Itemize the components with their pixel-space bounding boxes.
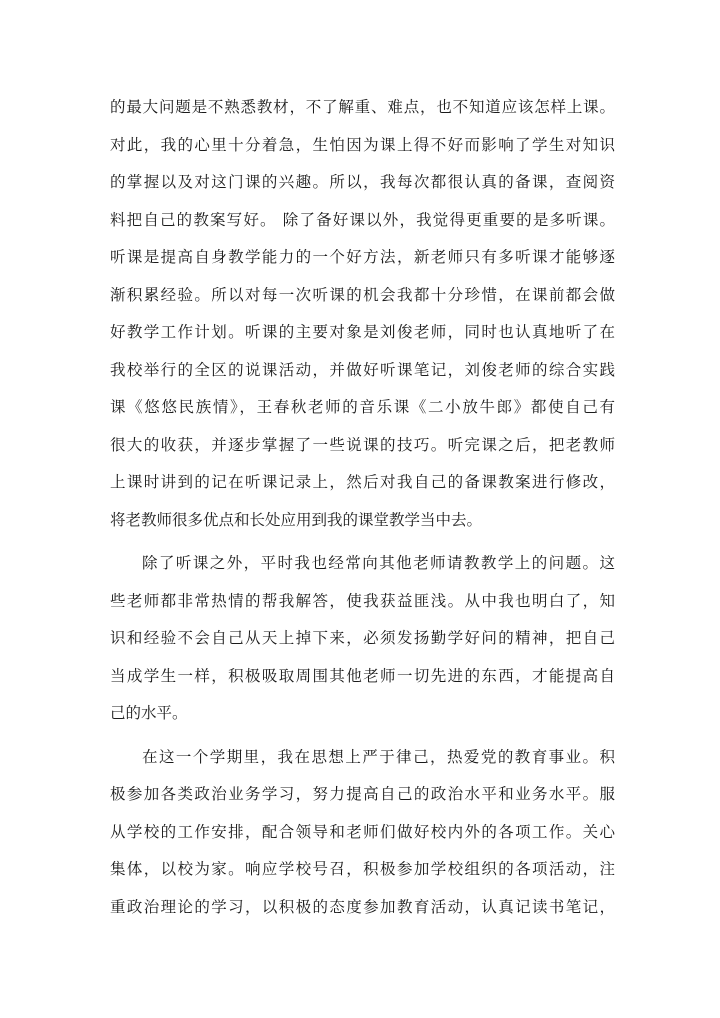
text-line: 渐积累经验。所以对每一次听课的机会我都十分珍惜，在课前都会做 [110,285,615,304]
text-line: 极参加各类政治业务学习，努力提高自己的政治水平和业务水平。服 [110,785,615,803]
text-line: 些老师都非常热情的帮我解答，使我获益匪浅。从中我也明白了，知 [110,591,615,610]
text-line: 重政治理论的学习，以积极的态度参加教育活动，认真记读书笔记， [110,897,615,916]
text-line: 将老教师很多优点和长处应用到我的课堂教学当中去。 [110,510,483,529]
text-line: 课《悠悠民族情》，王春秋老师的音乐课《二小放牛郎》都使自己有 [110,398,615,416]
text-line: 很大的收获，并逐步掌握了一些说课的技巧。听完课之后，把老教师 [110,435,615,454]
text-line: 上课时讲到的记在听课记录上，然后对我自己的备课教案进行修改， [110,473,615,491]
text-line: 我校举行的全区的说课活动，并做好听课笔记，刘俊老师的综合实践 [110,360,615,379]
text-line: 从学校的工作安排，配合领导和老师们做好校内外的各项工作。关心 [110,822,615,841]
document-body [110,89,615,926]
text-line: 集体，以校为家。响应学校号召，积极参加学校组织的各项活动，注 [110,860,615,878]
text-line: 好教学工作计划。听课的主要对象是刘俊老师，同时也认真地听了在 [110,323,615,341]
text-line: 的最大问题是不熟悉教材，不了解重、难点，也不知道应该怎样上课。 [110,98,615,116]
text-line: 己的水平。 [110,704,188,722]
text-line: 当成学生一样，积极吸取周围其他老师一切先进的东西，才能提高自 [110,666,615,685]
paragraph-2 [110,545,615,733]
text-line: 料把自己的教案写好。 除了备好课以外，我觉得更重要的是多听课。 [110,210,615,229]
text-line: 的掌握以及对这门课的兴趣。所以，我每次都很认真的备课，查阅资 [110,173,615,191]
text-line: 听课是提高自身教学能力的一个好方法，新老师只有多听课才能够逐 [110,248,615,266]
paragraph-3 [110,739,615,927]
text-line: 识和经验不会自己从天上掉下来，必须发扬勤学好问的精神，把自己 [110,629,615,647]
paragraph-1 [110,89,615,539]
text-line: 除了听课之外，平时我也经常向其他老师请教教学上的问题。这 [142,554,615,572]
text-line: 在这一个学期里，我在思想上严于律己，热爱党的教育事业。积 [142,747,615,766]
text-line: 对此，我的心里十分着急，生怕因为课上得不好而影响了学生对知识 [110,135,615,154]
